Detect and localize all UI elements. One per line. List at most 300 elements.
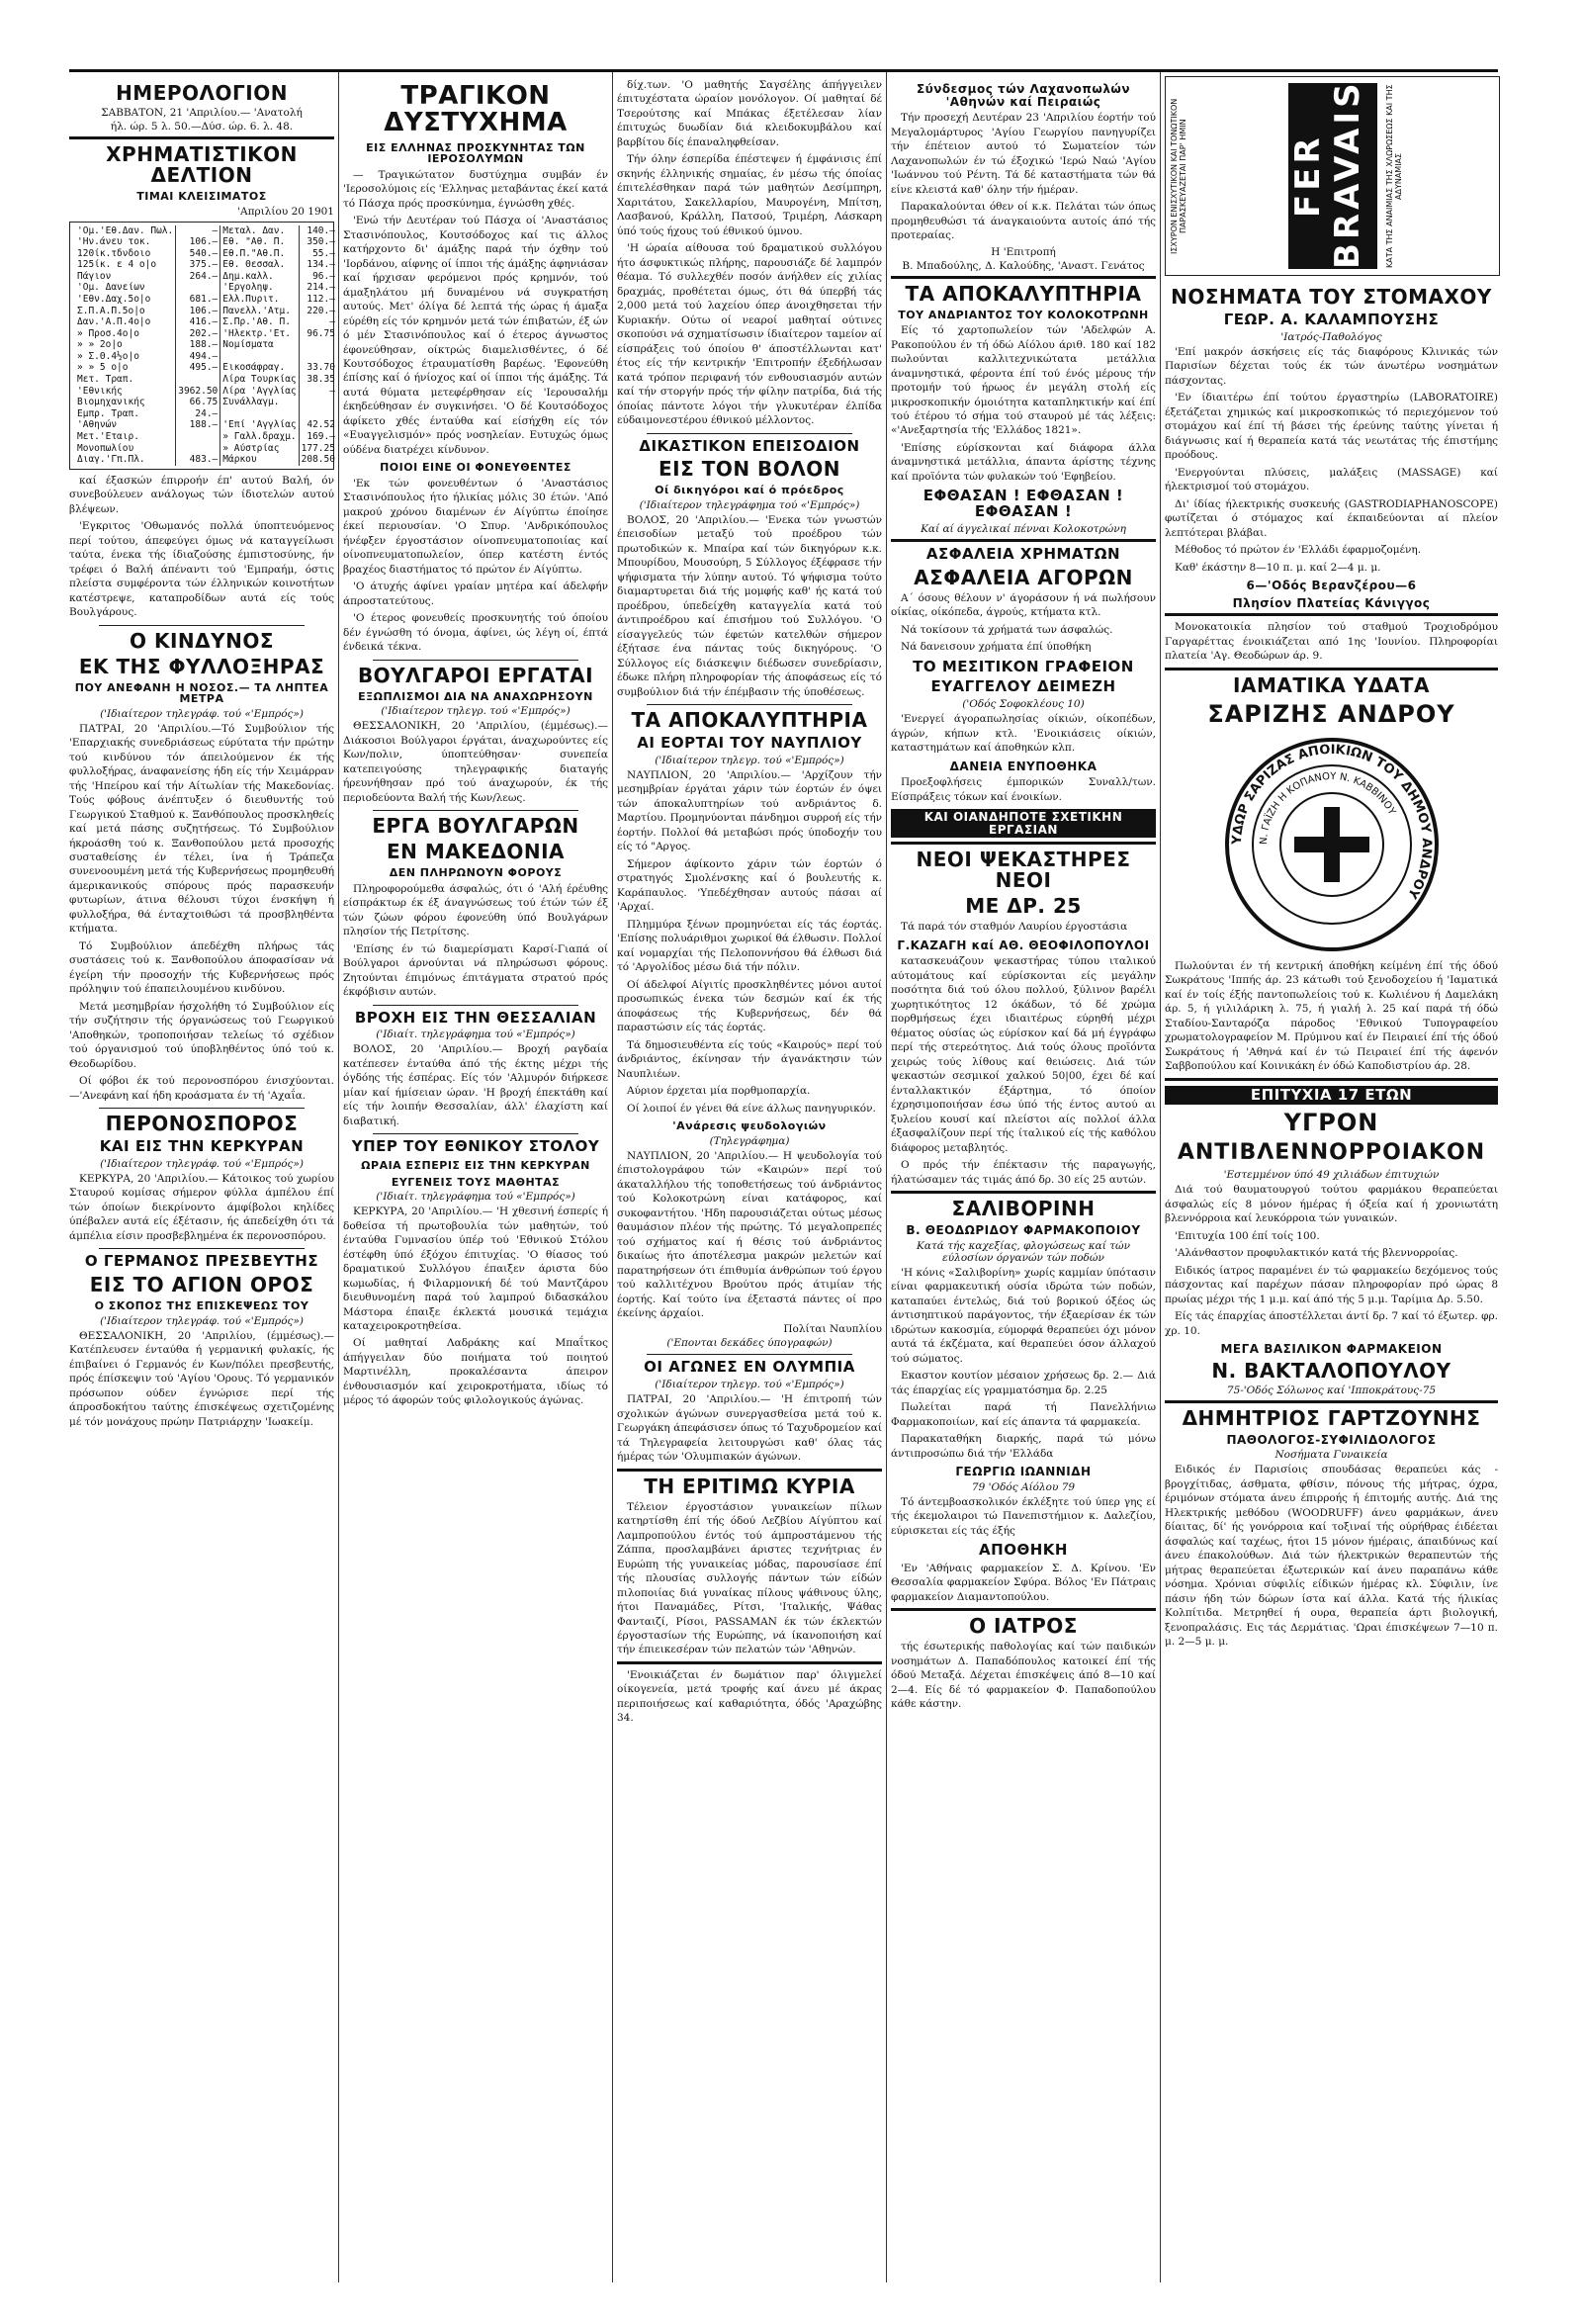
rates-cell: 188.— xyxy=(176,339,220,351)
article-text: ΘΕΣΣΑΛΟΝΙΚΗ, 20 'Απριλίου, (έμμέσως).— Διάκοσιοι Βούλγαροι έργάται, άναχωρούντες είς Κων/πολιν, ύποπτεύθησαν· συνεπεία κατεπειγούσης τηλεγραφικής διαταγής ήρευνήθησαν πρό τού άναχωρούν, έκ τής περιοδεύοντα Βαλή τής Κων/λεως. xyxy=(343,720,608,804)
article-text: Πληροφορούμεθα άσφαλώς, ότι ό 'Αλή έρέυθης είσπράκτωρ έκ έξ άναγνώσεως τού έτών τών έξ τών ζώων φόρου έφονεύθη ύπό Βουλγάρων πλησίον τής Πετρίτσης. xyxy=(343,882,608,939)
rates-cell: 483.— xyxy=(176,454,220,466)
ad-headline: Β. ΘΕΟΔΩΡΙΔΟΥ ΦΑΡΜΑΚΟΠΟΙΟΥ xyxy=(906,1223,1141,1238)
article-text: Οί φόβοι έκ τού περονοσπόρου ένισχύονται.—'Ανεφάνη καί ήδη κροάσματα έν τή 'Αχαΐα. xyxy=(69,1075,334,1102)
rates-cell: 'Επί 'Αγγλίας xyxy=(220,419,299,431)
rates-cell: 169.— xyxy=(307,430,335,442)
article-text: ΠΑΤΡΑΙ, 20 'Απριλίου.—Τό Συμβούλιον τής 'Επαρχιακής συνεδριάσεως εύρύτατα τήν πρώτην τού κινδύνου τόν άπειλούμενον έκ τής φυλλοξήρας, άναφανείσης ήδη είς τήν Χειμάρραν τής 'Ηπείρου καί τήν Αίτωλίαν τής Μακεδονίας. Τούς φόβους άνέπτυξεν ό διευθυντής τού Γεωργικού Σταθμού κ. Ξανθόπουλος προσκληθείς καί μετά πάσης συζητήσεως. Τό Συμβούλιον ήκροάσθη τού κ. Ξανθοπούλου μετά προσοχής συσταθείσης έν τέλει, ίνα ή Τράπεζα συνενοουμένη μετά τής Κυβερνήσεως προμηθευθή άμερικανικούς σπόρους πρός παρασκευήν φυτωρίων, άτινα θέλουσι τύχοι ένσκήψη ή φυλλοξήρα, θά ένταχτοιθώσι τά προσβληθέντα κτήματα. xyxy=(69,722,334,936)
divider xyxy=(647,1354,852,1355)
rates-cell: 494.— xyxy=(176,351,220,363)
ad-address: Πλησίον Πλατείας Κάνιγγος xyxy=(1232,595,1431,610)
article-text: 'Η ώραία αίθουσα τού δραματικού συλλόγου ήτο άσφυκτικώς πλήρης, παρουσιάζε δέ λαμπρόν θέαμα. Τό συλλεχθέν ποσόν άνήλθεν είς χιλίας δραχμάς, προθέτεται όμως, ότι θά ύπερβή τάς 2,000 μετά τού λαχείου όπερ άνοιχθησεται τήν Κυριακήν. Ούτω οί νεαροί μαθηταί ούτινες σκοπούσι νά σχηματίσωσιν ίδιαίτερον ταμείον αί είσπράξεις τού όποίου θ' άποστέλλωνται κατ' έτος είς τήν κεντρικήν 'Επιτροπήν έξεδήλωσαν κατά τρόπον περιφανή τόν ενθουσιασμόν αυτών καί τήν στοργήν πρός τήν φίλην πατρίδα, διά τής όποίας πάντοτε λόγοι τήν γλυκυτέραν έλπίδα εύδαιμονεστέρου έθνικού μέλλοντος. xyxy=(617,242,882,427)
divider xyxy=(99,1108,305,1109)
rates-cell: 'Αθηνών xyxy=(75,419,176,431)
ad-text: Είς τό χαρτοπωλείον τών 'Αδελφών Α. Ρακοπούλου έν τή όδώ Αίόλου άριθ. 180 καί 182 πωλούνται καλλιτεχνικώτατα μετάλλια άναμνηστικά, φέροντα έπί τού ένός μέρους τήν προτομήν τού ήρωος έν μεγάλη στολή είς μικροσκοπικήν όμοιότητα καταπληκτικήν καί έπί τού έτέρου τό σήμα τού σταυρού μέ τάς λέξεις: «'Ανεξαρτησία τής 'Ελλάδος 1821». xyxy=(891,324,1156,437)
rates-row xyxy=(75,454,337,466)
ad-text: Μονοκατοικία πλησίον τού σταθμού Τροχιοδρόμου Γαργαρέττας ένοικιάζεται από 1ης 'Ιουνίου. Πληροφορίαι πλατεία 'Αγ. Θεοδώρων άρ. 9. xyxy=(1165,621,1498,663)
rates-cell: 495.— xyxy=(176,362,220,374)
rates-cell: Ελλ.Πυριτ. xyxy=(220,294,299,306)
rates-row xyxy=(75,259,337,271)
article-text: — Τραγικώτατον δυστύχημα συμβάν έν 'Ιεροσολύμοις είς 'Ελληνας μεταβάντας έκεί κατά τό Πάσχα πρός προσκύνημα, έγνώσθη χθές. xyxy=(343,168,608,210)
rates-cell: Μετ. Τραπ. xyxy=(75,374,176,386)
divider xyxy=(617,1661,882,1664)
headline: ΕΝ ΜΑΚΕΔΟΝΙΑ xyxy=(386,840,566,864)
rates-cell: Εθ. Θεσσαλ. xyxy=(220,259,299,271)
rates-cell xyxy=(299,339,337,351)
article-text: Οί μαθηταί Λαδράκης καί Μπαΐτκος άπήγγειλαν δύο ποιήματα τού ποιητού Μαρτινέλλη, προκαλέσαντα άπειρον ένθουσιασμόν καί χειροκροτήματα, ιδίως τό μέρος τό άφορών τούς φιλολογικούς άγώνας. xyxy=(343,1337,608,1407)
rates-cell: Μετ.'Εταιρ. xyxy=(75,431,176,443)
newspaper-page xyxy=(69,69,1498,2282)
headline: ΒΡΟΧΗ ΕΙΣ ΤΗΝ ΘΕΣΣΑΛΙΑΝ xyxy=(354,1008,597,1027)
ad-text: Εκαστον κουτίον μέσαιον χρήσεως δρ. 2.— Διά τάς έπαρχίας είς γραμματόσημα δρ. 2.25 xyxy=(891,1370,1156,1396)
divider xyxy=(373,660,578,661)
article-text: Οί λοιποί έν γένει θά είνε άλλως πανηγυρικόν. xyxy=(627,1102,876,1115)
rates-cell: 42.52 xyxy=(307,419,335,431)
rates-row xyxy=(75,408,337,420)
article-text: 'Επίσης έν τώ διαμερίσματι Καρσί-Γιαπά οί Βούλγαροι άρνούνται νά πληρώσωσι φόρους. Ζητούνται έπιμόνως έπιτάγματα στρατού πρός έκφόβισιν αυτών. xyxy=(343,942,608,999)
rates-cell: » Γαλλ.δραχμ. xyxy=(220,431,299,443)
rates-cell: 3962.50 xyxy=(176,386,220,398)
ad-text: 'Εν ίδιαιτέρω έπί τούτου έργαστηρίω (LABORATOIRE) έξετάζεται χημικώς καί μικροσκοπικώς τό περιεχόμενον τού στομάχου καί έπί τή βάσει τής έρεύνης ταύτης γίνεται ή διάγνωσις καί ή θεραπεία κατά τάς νεωτάτας τής έπιστήμης προόδους. xyxy=(1165,392,1498,462)
calendar-heading: ΗΜΕΡΟΛΟΓΙΟΝ xyxy=(116,81,288,105)
ad-headline: ΑΝΤΙΒΛΕΝΝΟΡΡΟΙΑΚΟΝ xyxy=(1177,1140,1486,1166)
ad-text: Προεξοφλήσεις έμπορικών Συναλλ/των. Είσπράξεις τόκων καί ένοικίων. xyxy=(891,776,1156,803)
rates-cell: 'Ομ. Δανείων xyxy=(75,282,176,294)
ad-headline: ΔΑΝΕΙΑ ΕΝΥΠΟΘΗΚΑ xyxy=(949,759,1098,773)
rates-cell: 188.— xyxy=(176,419,220,431)
ad-headline: ΣΑΛΙΒΟΡΙΝΗ xyxy=(951,1197,1096,1221)
divider xyxy=(373,1005,578,1006)
ad-text: Καθ' έκάστην 8—10 π. μ. καί 2—4 μ. μ. xyxy=(1175,561,1381,574)
ad-text: 'Ενοικιάζεται έν δωμάτιον παρ' όλιγμελεί οίκογενεία, μετά τροφής καί άνευ μέ άκρας περιποιήσεως καί καθαριότητα, όδός 'Αραχώβης 34. xyxy=(617,1668,882,1725)
article-text: Σήμερον άφίκοντο χάριν τών έορτών ό στρατηγός Σμολένσκης καί ό βουλευτής κ. Καράπαυλος. 'Υπεδέχθησαν αυτούς πάσαι αί 'Αρχαί. xyxy=(617,857,882,914)
rates-cell: Μεταλ. Δαν. xyxy=(220,225,299,237)
ad-text: ΙΣΧΥΡΟΝ ΕΝΙΣΧΥΤΙΚΟΝ ΚΑΙ ΤΟΝΩΤΙΚΟΝ ΠΑΡΑΣΚΕΥΑΖΕΤΑΙ ΠΑΡ' ΗΜΙΝ xyxy=(1170,98,1188,254)
ad-subheadline: ΤΟΥ ΑΝΔΡΙΑΝΤΟΣ ΤΟΥ ΚΟΛΟΚΟΤΡΩΝΗ xyxy=(898,308,1149,321)
ad-text: 'Ενεργούνται πλύσεις, μαλάξεις (MASSAGE) καί ήλεκτρισμοί τού στομάχου. xyxy=(1165,466,1498,493)
ad-headline: ΤΟ ΜΕΣΙΤΙΚΟΝ ΓΡΑΦΕΙΟΝ xyxy=(913,657,1134,675)
subheadline: ΩΡΑΙΑ ΕΣΠΕΡΙΣ ΕΙΣ ΤΗΝ ΚΕΡΚΥΡΑΝ xyxy=(361,1159,590,1173)
headline: ΕΡΓΑ ΒΟΥΛΓΑΡΩΝ xyxy=(372,814,579,839)
rates-cell: Μονοπωλίου xyxy=(75,443,176,455)
rates-row xyxy=(75,386,337,398)
rates-row xyxy=(75,443,337,455)
rates-cell: 'Εθνικής xyxy=(75,386,176,398)
ad-text: Τά παρά τόν σταθμόν Λαυρίου έργοστάσια xyxy=(901,921,1128,934)
ad-subheadline: ΠΑΘΟΛΟΓΟΣ-ΣΥΦΙΛΙΔΟΛΟΓΟΣ xyxy=(1226,1432,1437,1447)
rates-cell: Λίρα Τουρκίας xyxy=(220,374,299,386)
article-text: Τό Συμβούλιον άπεδέχθη πλήρως τάς συστάσεις τού κ. Ξανθοπούλου άποφασίσαν νά έγείρη τήν προσοχήν τής Κυβερνήσεως πρός πρόληψιν τού έπαπειλουμένου κινδύνου. xyxy=(69,939,334,996)
divider xyxy=(891,1191,1156,1194)
article-text: ΒΟΛΟΣ, 20 'Απριλίου.— 'Ενεκα τών γνωστών έπεισοδίων μεταξύ τού προέδρου τών πρωτοδικών κ. Μπαίρα καί τών δικηγόρων κ.κ. Μπουρίδου, Μουσούρη, 5 Σύλλογος έξέφρασε τήν ψήφισματα τήν λύπην αυτού. Τό ψήφισμα τούτο διαμαρτυρεται διά τής μομφής καθ' ής κατά τού προέδρου, ύπεδείχθη καταγγελία κατά τού άντιπροέδρου καί έπισήμου τού Συλλόγου. 'Ο είσαγγελεύς τών έφετών κατελθών σήμερον έξήτασε ένα πάντας τούς δικηγόρους. 'Ο Σύλλογος είς διάσκεψιν διέδωσεν συνεδρίασιν, έδωκε πλήρη πληροφορίαν τής άποφάσεως είς τό συμβούλιον διά τήν έπέμβασιν τής ύποθέσεως. xyxy=(617,513,882,698)
column-rule xyxy=(338,72,339,2282)
divider xyxy=(99,625,305,626)
ad-text: 'Ενεργεί άγοραπωλησίας οίκιών, οίκοπέδων, άγρών, κήπων κτλ. 'Ενοικιάσεις οίκιών, καταστημάτων καί άποθηκών κλπ. xyxy=(891,713,1156,755)
divider xyxy=(891,842,1156,845)
rates-table-box xyxy=(69,222,334,470)
rates-cell xyxy=(220,351,299,363)
rates-cell: 96.— xyxy=(312,270,335,282)
divider xyxy=(373,810,578,811)
ad-name: ΓΕΩΡΓΙΩ ΙΩΑΝΝΙΔΗ xyxy=(955,1465,1092,1479)
rates-row xyxy=(75,328,337,340)
ad-text: Νά τοκίσουν τά χρήματά των άσφαλώς. xyxy=(901,623,1113,636)
article-text: ΚΕΡΚΥΡΑ, 20 'Απριλίου.— 'Η χθεσινή έσπερίς ή δοθείσα τή πρωτοβουλία τών μαθητών, τού ένταύθα Γυμνασίου ύπέρ τού 'Εθνικού Στόλου έστέφθη ύπό έξόχου έπιτυχίας. 'Ο θίασος τού δραματικού Συλλόγου έπαιξεν άριστα δύο κωμωδίας, ή Φιλαρμονική δέ τού Μαντζάρου διευθυνομένη παρά τού λαμπρού διδασκάλου Μάστορα έπαιξε έκλεκτά μουσικά τεμάχια καταχειροκροτηθείσα. xyxy=(343,1206,608,1332)
ad-text: Τέλειον έργοστάσιον γυναικείων πίλων κατηρτίσθη έπί τής όδού Λεζβίου Αίγύπτου καί Λαμπροπούλου έντός τού άμπροστάμενου τής Ζάππα, προσλαμβάνει άριστες τεχνήτριας έν Ευρώπη τής γυναικείας μόδας, παρουσίασε έπί τής πλουσίας συλλογής πάντων τών είδών πιλοποιίας διά γυναίκας πίλους ψάθινους ύλης, ήτοι Παναμάδες, Ρίτσι, 'Ιταλικής, Ψάθας Φανταιζί, Ρίσοι, PASSAMAN έκ τών έκλεκτών έργοστασίων τής Ευρώπης, νά ίκανοποιήση καί τήν έπιεικεσέραν τών πελατών τών 'Αθηνών. xyxy=(617,1500,882,1656)
ad-headline: ΕΠΙΤΥΧΙΑ 17 ΕΤΩΝ xyxy=(1165,1086,1498,1106)
correspondent-line: (Τηλεγράφημα) xyxy=(709,1134,790,1147)
rates-cell: Δημ.καλλ. xyxy=(220,271,299,283)
headline: Ο ΚΙΝΔΥΝΟΣ xyxy=(129,628,274,653)
rates-cell: Συνάλλαγμ. xyxy=(220,397,299,408)
article-text: δίχ.των. 'Ο μαθητής Σαγσέλης άπήγγειλεν έπιτυχέστατα ώραίον μονόλογον. Οί μαθηταί δέ Τσερούτσης καί Μπάκας έξετέλεσαν λίαν έπιτυχώς δυωδίαν διά κλειδοκυμβάλου καί βαρβίτου δίς έπαναληφθείσαν. xyxy=(617,79,882,148)
closing-prices-heading: ΤΙΜΑΙ ΚΛΕΙΣΙΜΑΤΟΣ xyxy=(136,190,267,203)
rates-cell: Εικοσάφραγ. xyxy=(220,362,299,374)
article-text: 'Ο έτερος φονευθείς προσκυνητής τού όποίου δέν έγνώσθη τό όνομα, άφίνει, ώς λέγη οί, έπτά ένδεικά τέκνα. xyxy=(343,612,608,654)
subheadline: ΕΙΣ ΕΛΛΗΝΑΣ ΠΡΟΣΚΥΝΗΤΑΣ ΤΩΝ ΙΕΡΟΣΟΛΥΜΩΝ xyxy=(366,140,585,166)
water-seal-icon xyxy=(1223,736,1441,953)
rates-cell: » Αύστρίας xyxy=(220,443,299,455)
rates-cell xyxy=(220,408,299,420)
ad-text: Παρακαλούνται όθεν οί κ.κ. Πελάται τών όπως προμηθευθώσι τά άναγκαιούντα αυτοίς άπό τής προτεραίας. xyxy=(891,201,1156,242)
divider xyxy=(1165,613,1498,616)
ad-headline: ΣΑΡΙΖΗΣ ΑΝΔΡΟΥ xyxy=(1207,699,1455,728)
rates-cell: 375.— xyxy=(176,259,220,271)
ad-text: Πωλούνται έν τή κεντρική άποθήκη κείμένη έπί τής όδού Σωκράτους 'Ιππής άρ. 23 κάτωθι τού ξενοδοχείου ή 'Ιαματικά καί έν τοίς έξής παντοπωλείοις τού κ. Κωλιένου ή Δαμελάκη άρ. 5, ή γιλιλάρικη λ. 75, ή γιαλή λ. 25 καί παρά τή όδώ Σταδίου-Σανταρόζα πάροδος 'Εθνικού Τυπογραφείου χρωματολογραφείον Μ. Πρύμνου καί έν Πειραιεί έπί τής όδού Σωκράτους ή 'Αθηνά καί έν τώ Πειραιεί έπί τής άφενόν Σαββοπούλου καί Κοινικάκη έν όδώ Καποδιστρίου άρ. 28. xyxy=(1165,959,1498,1073)
article-text: 'Εκ τών φονευθέντων ό 'Αναστάσιος Στασινόπουλος ήτο ήλικίας μόλις 30 έτών. 'Από μακρού χρόνου διαμένων έν Αίγύπτω έποίησε έκεί περιουσίαν. 'Ο Σπυρ. 'Ανδρικόπουλος ήνέφξεν έργοστάσιον οίνοπνευματοποιίας καί οίνοπνευματοπωλείον, όπερ κατέστη έντός βραχέος διαστήματος τό πρώτον έν Αίγύπτω. xyxy=(343,477,608,576)
ad-text: Δι' ίδίας ήλεκτρικής συσκευής (GASTRODIAPHANOSCOPE) φωτίζεται ό στόμαχος καί έκπαιδεύονται αί πλείον λεπτότεραι βλάβαι. xyxy=(1165,497,1498,539)
divider xyxy=(1165,1400,1498,1403)
divider xyxy=(1165,668,1498,670)
subheadline: ΕΥΓΕΝΕΙΣ ΤΟΥΣ ΜΑΘΗΤΑΣ xyxy=(391,1175,561,1189)
ad-subheadline: Κατά τής καχεξίας, φλογώσεως καί τών εύλοσίων όργανών τών ποδών xyxy=(917,1239,1130,1264)
subheadline: ΠΟΙΟΙ ΕΙΝΕ ΟΙ ΦΟΝΕΥΘΕΝΤΕΣ xyxy=(380,461,571,475)
rates-cell: Εμπρ. Τραπ. xyxy=(75,408,176,420)
rates-cell: — xyxy=(329,316,335,328)
ad-headline: ΝΟΣΗΜΑΤΑ ΤΟΥ ΣΤΟΜΑΧΟΥ xyxy=(1171,285,1492,309)
signature: Πολίται Ναυπλίου xyxy=(783,1323,882,1336)
article-text: ΒΟΛΟΣ, 20 'Απριλίου.— Βροχή ραγδαία κατέπεσεν ένταύθα άπό τής έκτης μέχρι τής όγδόης τής έσπέρας. Είς τόν 'Αλμυρόν διήρκεσε μίαν καί ήμίσειαν ώραν. 'Η βροχή έπεκτάθη καί είς τήν λοιπήν Θεσσαλίαν, άλλ' έλαχίστη καί διαβατική. xyxy=(343,1043,608,1127)
correspondent-line: ('Ιδιαίτερον τηλεγρ. τού «'Εμπρός») xyxy=(655,754,844,766)
ad-text: Τό άντεμβοασκολικόν έκλέξητε τού ύπερ γης εί τής έκεμολαιροι τώ Πανεπιστήμιον κ. Δαλεζίου, εύρισκεται είς τάς έξής xyxy=(891,1495,1156,1537)
rates-cell: Διαγ.'Γπ.Πλ. xyxy=(75,454,176,466)
ad-text: 'Η κόνις «Σαλιβορίνη» χωρίς καμμίαν ύπότασιν είναι φαρμακευτική ούσία ιδρώτα τών ποδών, καταπαύει έντελώς, διά τού βορικού όξέος ώς άντισηπτικού παράγοντος, τήν έξαερίσαν έκ τών ιδρώτων κακοσμία, εύμορφά θεραπεύει όχι μόνον αυτά τά έκζέματα, καί θεραπεύει όσον άλλαχού τού σώματος. xyxy=(891,1266,1156,1365)
divider xyxy=(647,704,852,705)
rates-row xyxy=(75,282,337,294)
ad-headline: ΤΗ ΕΡΙΤΙΜΩ ΚΥΡΙΑ xyxy=(644,1474,855,1498)
column-rule xyxy=(1160,72,1161,2282)
rates-cell: 350.— xyxy=(307,236,335,248)
ad-headline: ΑΠΟΘΗΚΗ xyxy=(979,1541,1068,1560)
divider xyxy=(1165,1078,1498,1081)
ad-text: Παρακαταθήκη διαρκής, παρά τώ μόνω άντιπροσώπω διά τήν 'Ελλάδα xyxy=(891,1433,1156,1460)
ad-name: Ν. ΒΑΚΤΑΛΟΠΟΥΛΟΥ xyxy=(1211,1358,1451,1383)
rates-row xyxy=(75,271,337,283)
ad-subheadline: 'Ιατρός-Παθολόγος xyxy=(1280,330,1382,343)
divider xyxy=(69,136,334,139)
rates-cell: Βιομηχανικής xyxy=(75,397,176,408)
signature-note: ('Επονται δεκάδες ύπογραφών) xyxy=(666,1337,833,1350)
rates-cell: » » 2ο|ο xyxy=(75,339,176,351)
column-3 xyxy=(617,78,882,2282)
column-1 xyxy=(69,78,334,2282)
article-text: Τά δημοσιευθέντα είς τούς «Καιρούς» περί τού άνδριάντος, έκίνησαν τήν άγανάκτησιν τών Ναυπλιέων. xyxy=(617,1038,882,1080)
headline: ΒΟΥΛΓΑΡΟΙ ΕΡΓΑΤΑΙ xyxy=(357,663,594,687)
bulletin-date: 'Απριλίου 20 1901 xyxy=(237,205,334,218)
subheadline: ΔΕΝ ΠΛΗΡΩΝΟΥΝ ΦΟΡΟΥΣ xyxy=(389,866,563,880)
rates-cell: Σ.Πρ.'Αθ. Π. xyxy=(220,316,299,328)
signature: Η 'Επιτροπή xyxy=(991,245,1056,258)
ad-headline: ΚΑΙ ΟΙΑΝΔΗΠΟΤΕ ΣΧΕΤΙΚΗΝ ΕΡΓΑΣΙΑΝ xyxy=(891,809,1156,838)
rates-row xyxy=(75,374,337,386)
ad-text: Ο πρός τήν έπέκτασιν τής παραγωγής, ήλατώσαμεν τάς τιμάς άπό δρ. 30 είς 25 αυτών. xyxy=(891,1159,1156,1186)
signature: Β. Μπαδούλης, Δ. Καλούδης, 'Αναστ. Γενάτος xyxy=(902,259,1145,272)
correspondent-line: ('Ιδιαίτ. τηλεγράφημα τού «'Εμπρός») xyxy=(376,1191,575,1204)
article-text: Μετά μεσημβρίαν ήσχολήθη τό Συμβούλιον είς τήν συζήτησιν τής όργανώσεως τού Γεωργικού 'Αποθηκών, τροποποιήσαν τελείως τό σχέδιον τού όργανισμού τού ύποβληθέντος ύπό τού κ. Θεοδωρίδου. xyxy=(69,1000,334,1070)
rates-cell xyxy=(176,282,220,294)
headline: ΑΙ ΕΟΡΤΑΙ ΤΟΥ ΝΑΥΠΛΙΟΥ xyxy=(637,734,862,753)
article-text: ΝΑΥΠΛΙΟΝ, 20 'Απριλίου.— Η ψευδολογία τού έπιστολογράφου τών «Καιρών» περί τού άκαταλλήλου τής τοποθετήσεως τού άνδριάντος τού Κολοκοτρώνη είναι κατάφορος, καί συκοφαντήτου. 'Ηδη παρουσιάζεται ούτως μέσως θαυμάσιον πλέον τής πρώτης. Τό μεγαλοπρεπές τού σχήματος καί ή θέσις τού άνδριάντος δικαίως ήτο άποτέλεσμα μακρών μελετών καί παρατηρήσεων ότι έπιθυμία άνθρώπων τού έργου τού καλλιτέχνου Βρούτου πρός άτιμίαν τής έορτής. Καί τούτο ίνα έξεταστά πάντες οί προ έκείνης άρχαίοι. xyxy=(617,1149,882,1319)
seal-outer-text: ΥΔΩΡ ΣΑΡΙΖΑΣ ΑΠΟΙΚΙΩΝ ΤΟΥ ΔΗΜΟΥ ΑΝΔΡΟΥ xyxy=(1229,742,1434,901)
rates-row xyxy=(75,431,337,443)
rates-cell: 'Ην.άνευ τοκ. xyxy=(75,236,176,248)
subheadline: ΠΟΥ ΑΝΕΦΑΝΗ Η ΝΟΣΟΣ.— ΤΑ ΛΗΠΤΕΑ ΜΕΤΡΑ xyxy=(74,680,329,706)
rates-table xyxy=(75,225,337,466)
article-text: ΘΕΣΣΑΛΟΝΙΚΗ, 20 'Απριλίου, (έμμέσως).— Κατέπλευσεν ένταύθα ή γερμανική φυλακίς, ής έπιβαίνει ό Γερμανός έν Κων/πόλει πρεσβευτής, πρός έπίσκεψιν τού 'Αγίου 'Ορους. Τό γερμανικόν πρόσωπον ούδεν έγνώρισε περί τής άπροσδοκήτου ταύτης έπισκέψεως σχετιζομένης μέ τόν μονάχους πρώην Πατριάρχην 'Ιωακείμ. xyxy=(69,1329,334,1428)
rates-cell: 112.— xyxy=(307,294,335,306)
ad-headline: ΕΥΑΓΓΕΛΟΥ ΔΕΙΜΕΖΗ xyxy=(930,677,1116,696)
rates-cell: 264.— xyxy=(176,271,220,283)
divider xyxy=(99,1248,305,1249)
ad-headline: ΑΣΦΑΛΕΙΑ ΑΓΟΡΩΝ xyxy=(914,565,1133,589)
rates-cell: Πάγιον xyxy=(75,271,176,283)
ad-text: Α΄ όσους θέλουν ν' άγοράσουν ή νά πωλήσουν οίκίας, οίκόπεδα, άγρούς, κτήματα κτλ. xyxy=(891,591,1156,619)
rates-cell xyxy=(176,431,220,443)
ad-price: ΜΕ ΔΡ. 25 xyxy=(965,894,1082,919)
ad-headline: ΜΕΓΑ ΒΑΣΙΛΙΚΟΝ ΦΑΡΜΑΚΕΙΟΝ xyxy=(1220,1342,1443,1357)
rates-cell: 214.— xyxy=(307,282,335,294)
headline: ΕΚ ΤΗΣ ΦΥΛΛΟΞΗΡΑΣ xyxy=(78,654,325,678)
ad-headline: Σύνδεσμος τών Λαχανοπωλών 'Αθηνών καί Πειραιώς xyxy=(916,82,1131,109)
rates-cell: 96.75 xyxy=(307,327,335,339)
ad-headline: ΕΦΘΑΣΑΝ ! ΕΦΘΑΣΑΝ ! ΕΦΘΑΣΑΝ ! xyxy=(923,487,1124,521)
divider xyxy=(617,1469,882,1472)
seal-inner-text: Ν. ΓΑΪΖΗ Η ΚΟΠΑΝΟΥ Ν. ΚΑΒΒΙΝΟΥ xyxy=(1258,770,1397,845)
article-text: Αύριον έρχεται μία πορθμοπαρχία. xyxy=(627,1085,811,1098)
divider xyxy=(891,539,1156,542)
ad-name: ΓΕΩΡ. Α. ΚΑΛΑΜΠΟΥΣΗΣ xyxy=(1223,311,1440,328)
ad-brand: FER BRAVAIS xyxy=(1288,83,1377,269)
correspondent-line: ('Ιδιαίτ. τηλεγράφημα τού «'Εμπρός») xyxy=(376,1028,575,1041)
rates-cell: 55.— xyxy=(312,247,335,259)
ad-subheadline: Νοσήματα Γυναικεία xyxy=(1274,1449,1388,1462)
rates-cell: 'Ηλεκτρ.'Ετ. xyxy=(220,328,299,340)
ad-address: ('Οδός Σοφοκλέους 10) xyxy=(962,698,1085,711)
ad-headline: ΥΓΡΟΝ xyxy=(1283,1109,1379,1137)
ad-headline: Ο ΙΑΤΡΟΣ xyxy=(969,1614,1078,1639)
divider xyxy=(373,1133,578,1134)
rates-cell: Νομίσματα xyxy=(220,339,299,351)
ad-text: Διά τού θαυματουργού τούτου φαρμάκου θεραπεύεται άσφαλώς είς 8 μόνον ήμέρας ή όξεία καί ή χρονιωτάτη βλεννόρροια καί λευκόρροια τών γυναικών. xyxy=(1165,1184,1498,1225)
rates-row xyxy=(75,294,337,306)
ad-text: 'Εν 'Αθήναις φαρμακείον Σ. Δ. Κρίνου. 'Εν Θεσσαλία φαρμακείον Σφύρα. Βόλος 'Εν Πάτραις φαρμακείον Διαμαντοπούλου. xyxy=(891,1562,1156,1603)
ad-text: Νά δανεισουν χρήματα έπί ύποθήκη xyxy=(901,641,1092,654)
rates-cell: 'Ομ.'Εθ.Δαν. Πωλ. xyxy=(75,225,176,237)
ad-address: 6—'Οδός Βερανζέρου—6 xyxy=(1246,579,1417,593)
rates-cell xyxy=(176,443,220,455)
column-rule xyxy=(886,72,887,2282)
ad-address: 79 'Οδός Αίόλου 79 xyxy=(971,1480,1076,1493)
correspondent-line: ('Ιδιαίτερον τηλεγράφ. τού «'Εμπρός») xyxy=(100,1157,304,1170)
rates-cell: 'Εργοληψ. xyxy=(220,282,299,294)
headline: ΟΙ ΑΓΩΝΕΣ ΕΝ ΟΛΥΜΠΙΑ xyxy=(644,1358,855,1377)
rates-cell xyxy=(299,397,337,408)
ad-text: ΚΑΤΑ ΤΗΣ ΑΝΑΙΜΙΑΣ ΤΗΣ ΧΛΩΡΩΣΕΩΣ ΚΑΙ ΤΗΣ ΑΔΥΝΑΜΙΑΣ xyxy=(1385,84,1404,268)
ad-headline: ΑΣΦΑΛΕΙΑ ΧΡΗΜΑΤΩΝ xyxy=(925,544,1121,563)
ad-text: τής έσωτερικής παθολογίας καί τών παιδικών νοσημάτων Δ. Παπαδόπουλος κατοικεί έπί τής όδού Μεταξά. Δέχεται έπισκέψεις άπό 8—10 καί 2—4. Είς δέ τό φαρμακείον Φ. Παπαδοπούλου κάθε κάστην. xyxy=(891,1641,1156,1711)
ad-address: 75-'Οδός Σόλωνος καί 'Ιπποκράτους-75 xyxy=(1226,1384,1437,1396)
rates-row xyxy=(75,339,337,351)
ad-text: Ειδικός έν Παρισίοις σπουδάσας θεραπεύει κάς - βρογχίτιδας, άσθματα, φθίσιν, πόνους τής μήτρας, όχρα, έριμόνων στόματα άνευ έπιρροής ή έπιτομής αυτής. Διά της Ηλεκτρικής μεθόδου (WOODRUFF) άνευ φαρμάκων, άνευ δίαιτας, δί' ής γονόρροια καί τοξιναί τής ούρήθρας έιδέεται άσφαλώς καί ταχέως, ήτοι 15 μόνον ήμέραις, άπαιδύνως καί άνευ έπακολούθων. Διά τών ήλεκτρικών θεραπευτών τής μήτρας θεραπεύεται έξωτερικών καί άνευ παραπάνω κάθε νόσημα. Χρόνιαι σύφιλίς είδικών ήμέρας κλ. Σύφιλιν, ίνε πάσιν ήδη τών δώρων ίστα καί άλλα. Κατά τής ήλικίας Κολπίτιδα. Μετρηθεί ή ουρα, θεραπεία άρτι βιολογική, ξενοπραλάσις. Εις τάς Δερμάτιας. 'Ωραι έπισκέψεων 7—10 π. μ. 2—5 μ. μ. xyxy=(1165,1464,1498,1649)
article-text: ΠΑΤΡΑΙ, 20 'Απριλίου.— 'Η έπιτροπή τών σχολικών άγώνων συνεργασθείσα μετά τού κ. Γεωργάκη άπεφάσισεν όπως τό Ταχυδρομείον καί τά Τηλεγραφεία λειτουργώσι καθ' όλας τάς ήμέρας τών 'Ολυμπιακών άγώνων. xyxy=(617,1393,882,1464)
rates-cell: Λίρα 'Αγγλίας xyxy=(220,386,299,398)
subheadline: ΚΑΙ ΕΙΣ ΤΗΝ ΚΕΡΚΥΡΑΝ xyxy=(99,1137,305,1156)
article-text: ΝΑΥΠΛΙΟΝ, 20 'Απριλίου.— 'Αρχίζουν τήν μεσημβρίαν έργάται χάριν τών έορτών έν όψει τών άποκαλυπτηρίων τού ανδριάντος δ. Μαρτίου. Προμηνύονται πάνδημοι συρροή είς τήν έορτήν. Πολλοί θά μεταβώσι πρός ύποδοχήν του είς τό "Αργος. xyxy=(617,768,882,853)
subheadline: Οί δικηγόροι καί ό πρόεδρος xyxy=(655,484,844,497)
headline: ΥΠΕΡ ΤΟΥ ΕΘΝΙΚΟΥ ΣΤΟΛΟΥ xyxy=(351,1137,600,1156)
calendar-line: ήλ. ώρ. 5 λ. 50.—Δύσ. ώρ. 6. λ. 48. xyxy=(110,121,294,133)
rates-cell: » Προσ.4ο|ο xyxy=(75,328,176,340)
divider xyxy=(891,276,1156,279)
ad-text: 'Αλάνθαστον προφυλακτικόν κατά τής βλεννορροίας. xyxy=(1175,1247,1458,1260)
rates-cell: 125ίκ. ε 4 ο|ο xyxy=(75,259,176,271)
rates-cell: 134.— xyxy=(307,259,335,271)
rates-row xyxy=(75,419,337,431)
rates-row xyxy=(75,225,337,237)
ad-text: κατασκευάζουν ψεκαστήρας τύπου ιταλικού αύτομάτους καί εύρίσκονται είς μεγάλην ποσότητα διά τού όλου πολλού, ξύλινον βαρέλι χωρητικότητος 12 όκάδων, τό δέ χρώμα πορθμήσεως έχει ιδιαιτέρως εύρηθή μέχρι θέματος ούσίας ώς εύρίσκον καί δά μή έγγράφω περί τής στερεότητος. Διά τούς όλους προϊόντα χειρώς τούς λίθους καί θειώσεις. Διά τών ψεκαστών σεσμικοί χαλκού 50|00, έχει δέ καί ένταλλακτικόν έξάρτημα, τό όποίον έχρησιμοποιήσαν έσω ύπό τής έντος αυτού αι ξυλείου κουσί καί πλείστοι αίς πολλοί άλλα έξασφαλίζουν περί τής ίταλικού είς τής καθόλου διάφορος μεταβλητός. xyxy=(891,955,1156,1154)
correspondent-line: ('Ιδιαίτερον τηλεγρ. τού «'Εμπρός») xyxy=(655,1379,844,1391)
ad-text: 'Επίσης εύρίσκονται καί διάφορα άλλα άναμνηστικά μετάλλια, άπαντα άρίστης τέχνης καί προϊόντα τών φυλακών τού 'Εφηβείου. xyxy=(891,441,1156,483)
rates-cell: » Σ.Θ.4½ο|ο xyxy=(75,351,176,363)
rates-cell: 681.— xyxy=(176,294,220,306)
rates-cell: 220.— xyxy=(307,305,335,316)
headline: ΤΑ ΑΠΟΚΑΛΥΠΤΗΡΙΑ xyxy=(631,708,868,733)
rates-cell: » » 5 ο|ο xyxy=(75,362,176,374)
article-text: 'Ο άτυχής άφίνει γραίαν μητέρα καί άδελφήν άπροστατεύτους. xyxy=(343,581,608,607)
column-rule xyxy=(612,72,613,2282)
rates-cell: 177.25 xyxy=(301,442,335,454)
rates-cell: Εθ. "Αθ. Π. xyxy=(220,236,299,248)
article-text: 'Εγκριτος 'Οθωμανός πολλά ύποπτευόμενος περί τούτου, άπεφεύγει όμως νά καταγγείλωσι ταύτα, ένεκα τής ίδιαζούσης έμπιστοσύνης, ήν τρέφει ό Βαλή άπέναντι τού 'Εμπραήμ, όστις πλείστα συμφέροντα τών έλληνικών κοινοτήτων κατέστρεψε, καταπροδίδων αυτά είς τούς Βουλγάρους. xyxy=(69,520,334,619)
rates-row xyxy=(75,306,337,317)
ad-text: Τήν προσεχή Δευτέραν 23 'Απριλίου έορτήν τού Μεγαλομάρτυρος 'Αγίου Γεωργίου πανηγυρίζει τήν έπέτειον αυτού τό Σωματείον τών Λαχανοπωλών έν τώ έξοχικώ 'Ιερώ Ναώ 'Αγίου 'Ιωάννου τού Ρέντη. Τά δέ καταστήματα τών θά είνε κλειστά καθ' όλην τήν ήμέραν. xyxy=(891,112,1156,196)
article-text: ΚΕΡΚΥΡΑ, 20 'Απριλίου.— Κάτοικος τού χωρίου Σταυρού κομίσας σήμερον φύλλα άμπέλου έπί τών όποίων διεκρίνοντο άμφίβολοι κηλίδες ύπέβαλεν αυτά είς έξέτασιν, ής άπεδείχθη ότι τά άμπέλια είσιν προσβεβλημένα έκ περονοσπόρου. xyxy=(69,1172,334,1242)
rates-cell: 106.— xyxy=(176,306,220,317)
rates-cell: Μάρκου xyxy=(220,454,299,466)
correspondent-line: ('Ιδιαίτερον τηλεγράφημα τού «'Εμπρός») xyxy=(639,498,860,511)
article-text: καί έξασκών έπιρροήν έπ' αυτού Βαλή, όν συνεβούλευεν ανάλογως τών ίδιοτελών αυτού βλέψεων. xyxy=(69,474,334,515)
divider xyxy=(891,1608,1156,1611)
article-text: Τήν όλην έσπερίδα έπέστεψεν ή έμφάνισις έπί σκηνής έλληνικής σημαίας, έν μέσω τής όποίας έπιτελέσθηκαν παρά τών μαθητών Δεσίμπηρη, Χαριτάτου, Σακελλαρίου, Μαυρογένη, Μπίτση, Λασβανού, Κράλλη, Πατσού, Τριμέρη, Λάσκαρη ύπό τούς ήχους τού έθνικού ύμνου. xyxy=(617,153,882,237)
ad-headline: ΙΑΜΑΤΙΚΑ ΥΔΑΤΑ xyxy=(1233,672,1430,697)
rates-cell: 416.— xyxy=(176,316,220,328)
subheadline: ΕΞΩΠΛΙΣΜΟΙ ΔΙΑ ΝΑ ΑΝΑΧΩΡΗΣΟΥΝ xyxy=(358,689,593,703)
headline: ΔΙΚΑΣΤΙΚΟΝ ΕΠΕΙΣΟΔΙΟΝ xyxy=(639,436,860,455)
headline: ΠΕΡΟΝΟΣΠΟΡΟΣ xyxy=(105,1112,299,1136)
ad-name: ΔΗΜΗΤΡΙΟΣ ΓΑΡΤΖΟΥΝΗΣ xyxy=(1182,1405,1481,1430)
rates-row xyxy=(75,316,337,328)
headline: Ο ΓΕΡΜΑΝΟΣ ΠΡΕΣΒΕΥΤΗΣ xyxy=(84,1252,319,1271)
column-5 xyxy=(1165,78,1498,2282)
article-text: Οί άδελφοί Αίγιτίς προσκληθέντες μόνοι αυτοί προσωπικώς ένεκα τών δεσμών καί έκ τής άποφάσεως τής Κυβερνήσεως, δέν θά παραστώσιν είς τάς έορτάς. xyxy=(617,978,882,1034)
article-text: 'Ενώ τήν Δευτέραν τού Πάσχα οί 'Αναστάσιος Στασινόπουλος, Κουτσόδοχος καί τις άλλος κατήρχοντο δι' άμάξης παρά τήν όχθην τού 'Ιορδάνου, αίφνης οί ίπποι τής άμάξης άφηνιάσαν καί ήρχισαν φερόμενοι πρός κρημνόν, τού άμαξηλάτου μή δυναμένου νά συγκρατήση αυτούς. Μετ' όλίγα δέ λεπτά τής ώρας ή άμαξα εύρέθη είς τόν κρημνόν μετά τών έπιβατών, έξ ών ό μέν Στασινόπουλος καί ό έτερος άγνωστος έφονεύθησαν, οίκτρώς διαμελισθέντες, ό δέ Κουτσόδοχος έτραυματίσθη βαρέως. 'Εφονεύθη έπίσης καί ό ήνίοχος καί οί ίπποι τής άμάξης. Τά αυτά θύματα μετεφέρθησαν είς 'Ιερουσαλήμ έκηδεύθησαν έν συγκινήσει. 'Ο δέ Κουτσόδοχος άφίκετο χθές ένταύθα καί είσήχθη είς τόν «Ευαγγελισμόν» πρός νοσηλείαν. Ευτυχώς όμως ούδένα διατρέχει κίνδυνον. xyxy=(343,215,608,456)
rates-cell: 66.75 xyxy=(176,397,220,408)
ad-text: 'Επιτυχία 100 έπί τοίς 100. xyxy=(1175,1229,1320,1242)
subheadline: 'Ανάρεσις ψευδολογιών xyxy=(672,1119,827,1133)
cross-icon xyxy=(1294,807,1369,882)
correspondent-line: ('Ιδιαίτερον τηλεγράφ. τού «'Εμπρός») xyxy=(100,707,304,720)
correspondent-line: ('Ιδιαίτερον τηλεγρ. τού «'Εμπρός») xyxy=(381,705,571,718)
ad-text: Είς τάς έπαρχίας άποστέλλεται άντί δρ. 7 καί τό έξωτερ. φρ. χρ. 10. xyxy=(1165,1310,1498,1337)
ad-headline: Γ.ΚΑΖΑΓΗ καί ΑΘ. ΘΕΟΦΙΛΟΠΟΥΛΟΙ xyxy=(897,938,1150,952)
rates-cell: 'Εθν.Δαχ.5ο|ο xyxy=(75,294,176,306)
rates-cell: Εθ.Π."Αθ.Π. xyxy=(220,248,299,260)
rates-cell: Δαν.'Α.Π.4ο|ο xyxy=(75,316,176,328)
rates-cell xyxy=(299,408,337,420)
rates-row xyxy=(75,362,337,374)
ad-text: Πωλείται παρά τή Πανελλήνιω Φαρμακοποιίων, καί είς άπαντα τά φαρμακεία. xyxy=(891,1401,1156,1428)
ad-text: Ειδικός ίατρος παραμένει έν τώ φαρμακείω δεχόμενος τούς πάσχοντας καί παρέχων πάσαν πληροφορίαν πρό ώρας 8 πρωίας μέχρι τής 1 μ.μ. καί άπό τής 5 μ.μ. Ταρίμια Δρ. 5.50. xyxy=(1165,1264,1498,1305)
rates-cell: Πανελλ.'Ατμ. xyxy=(220,306,299,317)
ad-text: 'Επί μακρόν άσκήσεις είς τάς διαφόρους Κλινικάς τών Παρισίων δέχεται τούς έκ τών άνωτέρω νοσημάτων πάσχοντας. xyxy=(1165,345,1498,387)
headline: ΕΙΣ ΤΟ ΑΓΙΟΝ ΟΡΟΣ xyxy=(89,1273,314,1297)
rates-row xyxy=(75,397,337,408)
ad-headline: ΝΕΟΙ ΨΕΚΑΣΤΗΡΕΣ ΝΕΟΙ xyxy=(916,848,1131,893)
article-text: Πλημμύρα ξένων προμηνύεται είς τάς έορτάς. 'Επίσης πολυάριθμοι χωρικοί θά έλθωσιν. Πολλοί καί νομαρχίαι τής Πελοποννήσου θά έλθωσι διά τό 'Αργολίδος μέσω διά τήν πόλιν. xyxy=(617,918,882,974)
rates-cell: 202.— xyxy=(176,328,220,340)
rates-cell: — xyxy=(176,225,220,237)
column-2 xyxy=(343,78,608,2282)
ad-subheadline: 'Εστεμμένον ύπό 49 χιλιάδων έπιτυχιών xyxy=(1223,1169,1440,1182)
rates-cell: 208.50 xyxy=(301,454,335,466)
rates-row xyxy=(75,248,337,260)
rates-cell: 24.— xyxy=(176,408,220,420)
calendar-line: ΣΑΒΒΑΤΟΝ, 21 'Απριλίου.— 'Ανατολή xyxy=(101,107,303,119)
headline: ΕΙΣ ΤΟΝ ΒΟΛΟΝ xyxy=(658,457,841,482)
headline: ΤΡΑΓΙΚΟΝ ΔΥΣΤΥΧΗΜΑ xyxy=(384,81,568,138)
rates-cell: 38.35 xyxy=(307,374,335,386)
subheadline: Ο ΣΚΟΠΟΣ ΤΗΣ ΕΠΙΣΚΕΨΕΩΣ ΤΟΥ xyxy=(94,1299,309,1313)
rates-cell: Σ.Π.Α.Π.5ο|ο xyxy=(75,306,176,317)
rates-cell: 120ίκ.τδνδοιο xyxy=(75,248,176,260)
column-4 xyxy=(891,78,1156,2282)
rates-cell: 540.— xyxy=(176,248,220,260)
rates-row xyxy=(75,351,337,363)
rates-cell: 33.70 xyxy=(307,362,335,374)
rates-row xyxy=(75,236,337,248)
ad-text: Μέθοδος τό πρώτον έν 'Ελλάδι έφαρμοζομένη. xyxy=(1175,544,1422,557)
rates-cell: — xyxy=(329,385,335,397)
ad-headline: ΤΑ ΑΠΟΚΑΛΥΠΤΗΡΙΑ xyxy=(905,281,1142,306)
bulletin-heading: ΧΡΗΜΑΤΙΣΤΙΚΟΝ ΔΕΛΤΙΟΝ xyxy=(106,142,298,187)
rates-cell: 106.— xyxy=(176,236,220,248)
rates-cell xyxy=(299,351,337,363)
rates-cell: 140.— xyxy=(307,224,335,236)
correspondent-line: ('Ιδιαίτερον τηλεγράφ. τού «'Εμπρός») xyxy=(100,1314,304,1327)
rates-cell xyxy=(176,374,220,386)
divider xyxy=(647,433,852,434)
ad-line: Καί αί άγγελικαί πένναι Κολοκοτρώνη xyxy=(921,522,1126,535)
